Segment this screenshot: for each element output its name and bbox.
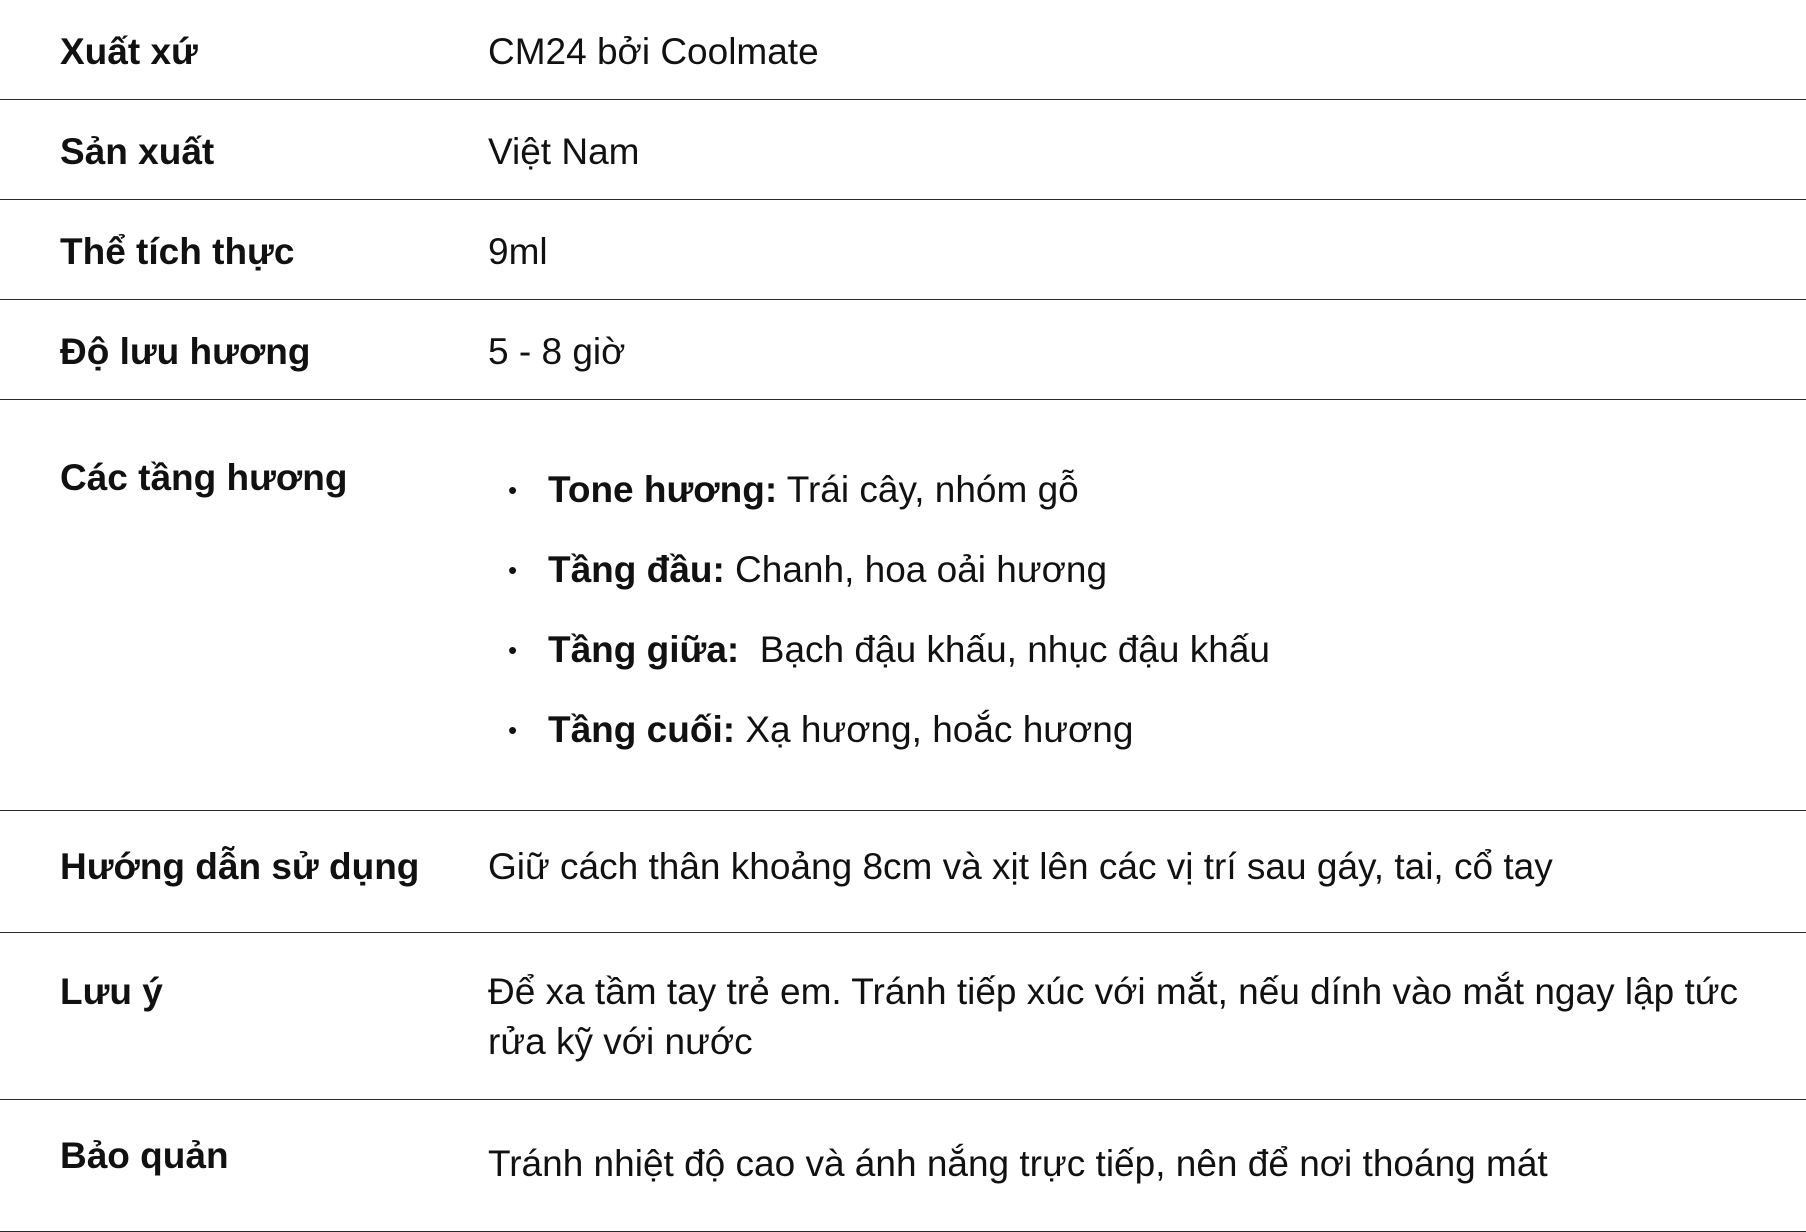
- spec-value: Việt Nam: [488, 131, 640, 172]
- note-key: Tone hương:: [548, 469, 778, 510]
- note-text: Trái cây, nhóm gỗ: [777, 469, 1079, 510]
- spec-value: Tránh nhiệt độ cao và ánh nắng trực tiếp, nên để nơi thoáng mát: [488, 1143, 1548, 1184]
- bullet-icon: •: [508, 555, 518, 585]
- note-key: Tầng đầu:: [548, 549, 725, 590]
- spec-row-volume: [0, 200, 1806, 300]
- bullet-icon: •: [508, 475, 518, 505]
- note-text: Xạ hương, hoắc hương: [735, 709, 1134, 750]
- spec-label: Thể tích thực: [60, 231, 295, 272]
- spec-row-storage: [0, 1100, 1806, 1232]
- spec-row-caution: [0, 933, 1806, 1100]
- list-item: [508, 468, 1766, 548]
- note-key: Tầng cuối:: [548, 709, 736, 750]
- spec-row-manufacture: [0, 100, 1806, 200]
- spec-label: Độ lưu hương: [60, 331, 311, 372]
- spec-row-longevity: [0, 300, 1806, 400]
- spec-row-usage: [0, 811, 1806, 933]
- spec-value: Giữ cách thân khoảng 8cm và xịt lên các vị trí sau gáy, tai, cổ tay: [488, 846, 1553, 887]
- spec-label: Xuất xứ: [60, 31, 198, 72]
- spec-value: 9ml: [488, 231, 548, 272]
- spec-value: CM24 bởi Coolmate: [488, 31, 819, 72]
- bullet-icon: •: [508, 715, 518, 745]
- note-key: Tầng giữa:: [548, 629, 740, 670]
- spec-value: Để xa tầm tay trẻ em. Tránh tiếp xúc với mắt, nếu dính vào mắt ngay lập tức rửa kỹ với nước: [488, 971, 1739, 1062]
- note-text: Bạch đậu khấu, nhục đậu khấu: [739, 629, 1270, 670]
- bullet-icon: •: [508, 635, 518, 665]
- list-item: [508, 548, 1766, 628]
- spec-label: Lưu ý: [60, 971, 163, 1012]
- list-item: [508, 628, 1766, 708]
- spec-label: Bảo quản: [60, 1135, 229, 1176]
- scent-notes-list: [488, 468, 1766, 788]
- spec-label: Các tầng hương: [60, 457, 348, 498]
- list-item: [508, 708, 1766, 788]
- note-text: Chanh, hoa oải hương: [724, 549, 1108, 590]
- spec-row-origin: [0, 0, 1806, 100]
- spec-value: 5 - 8 giờ: [488, 331, 626, 372]
- spec-value: [488, 400, 1806, 811]
- spec-label: Sản xuất: [60, 131, 215, 172]
- spec-label: Hướng dẫn sử dụng: [60, 846, 420, 887]
- spec-row-scent-notes: [0, 400, 1806, 811]
